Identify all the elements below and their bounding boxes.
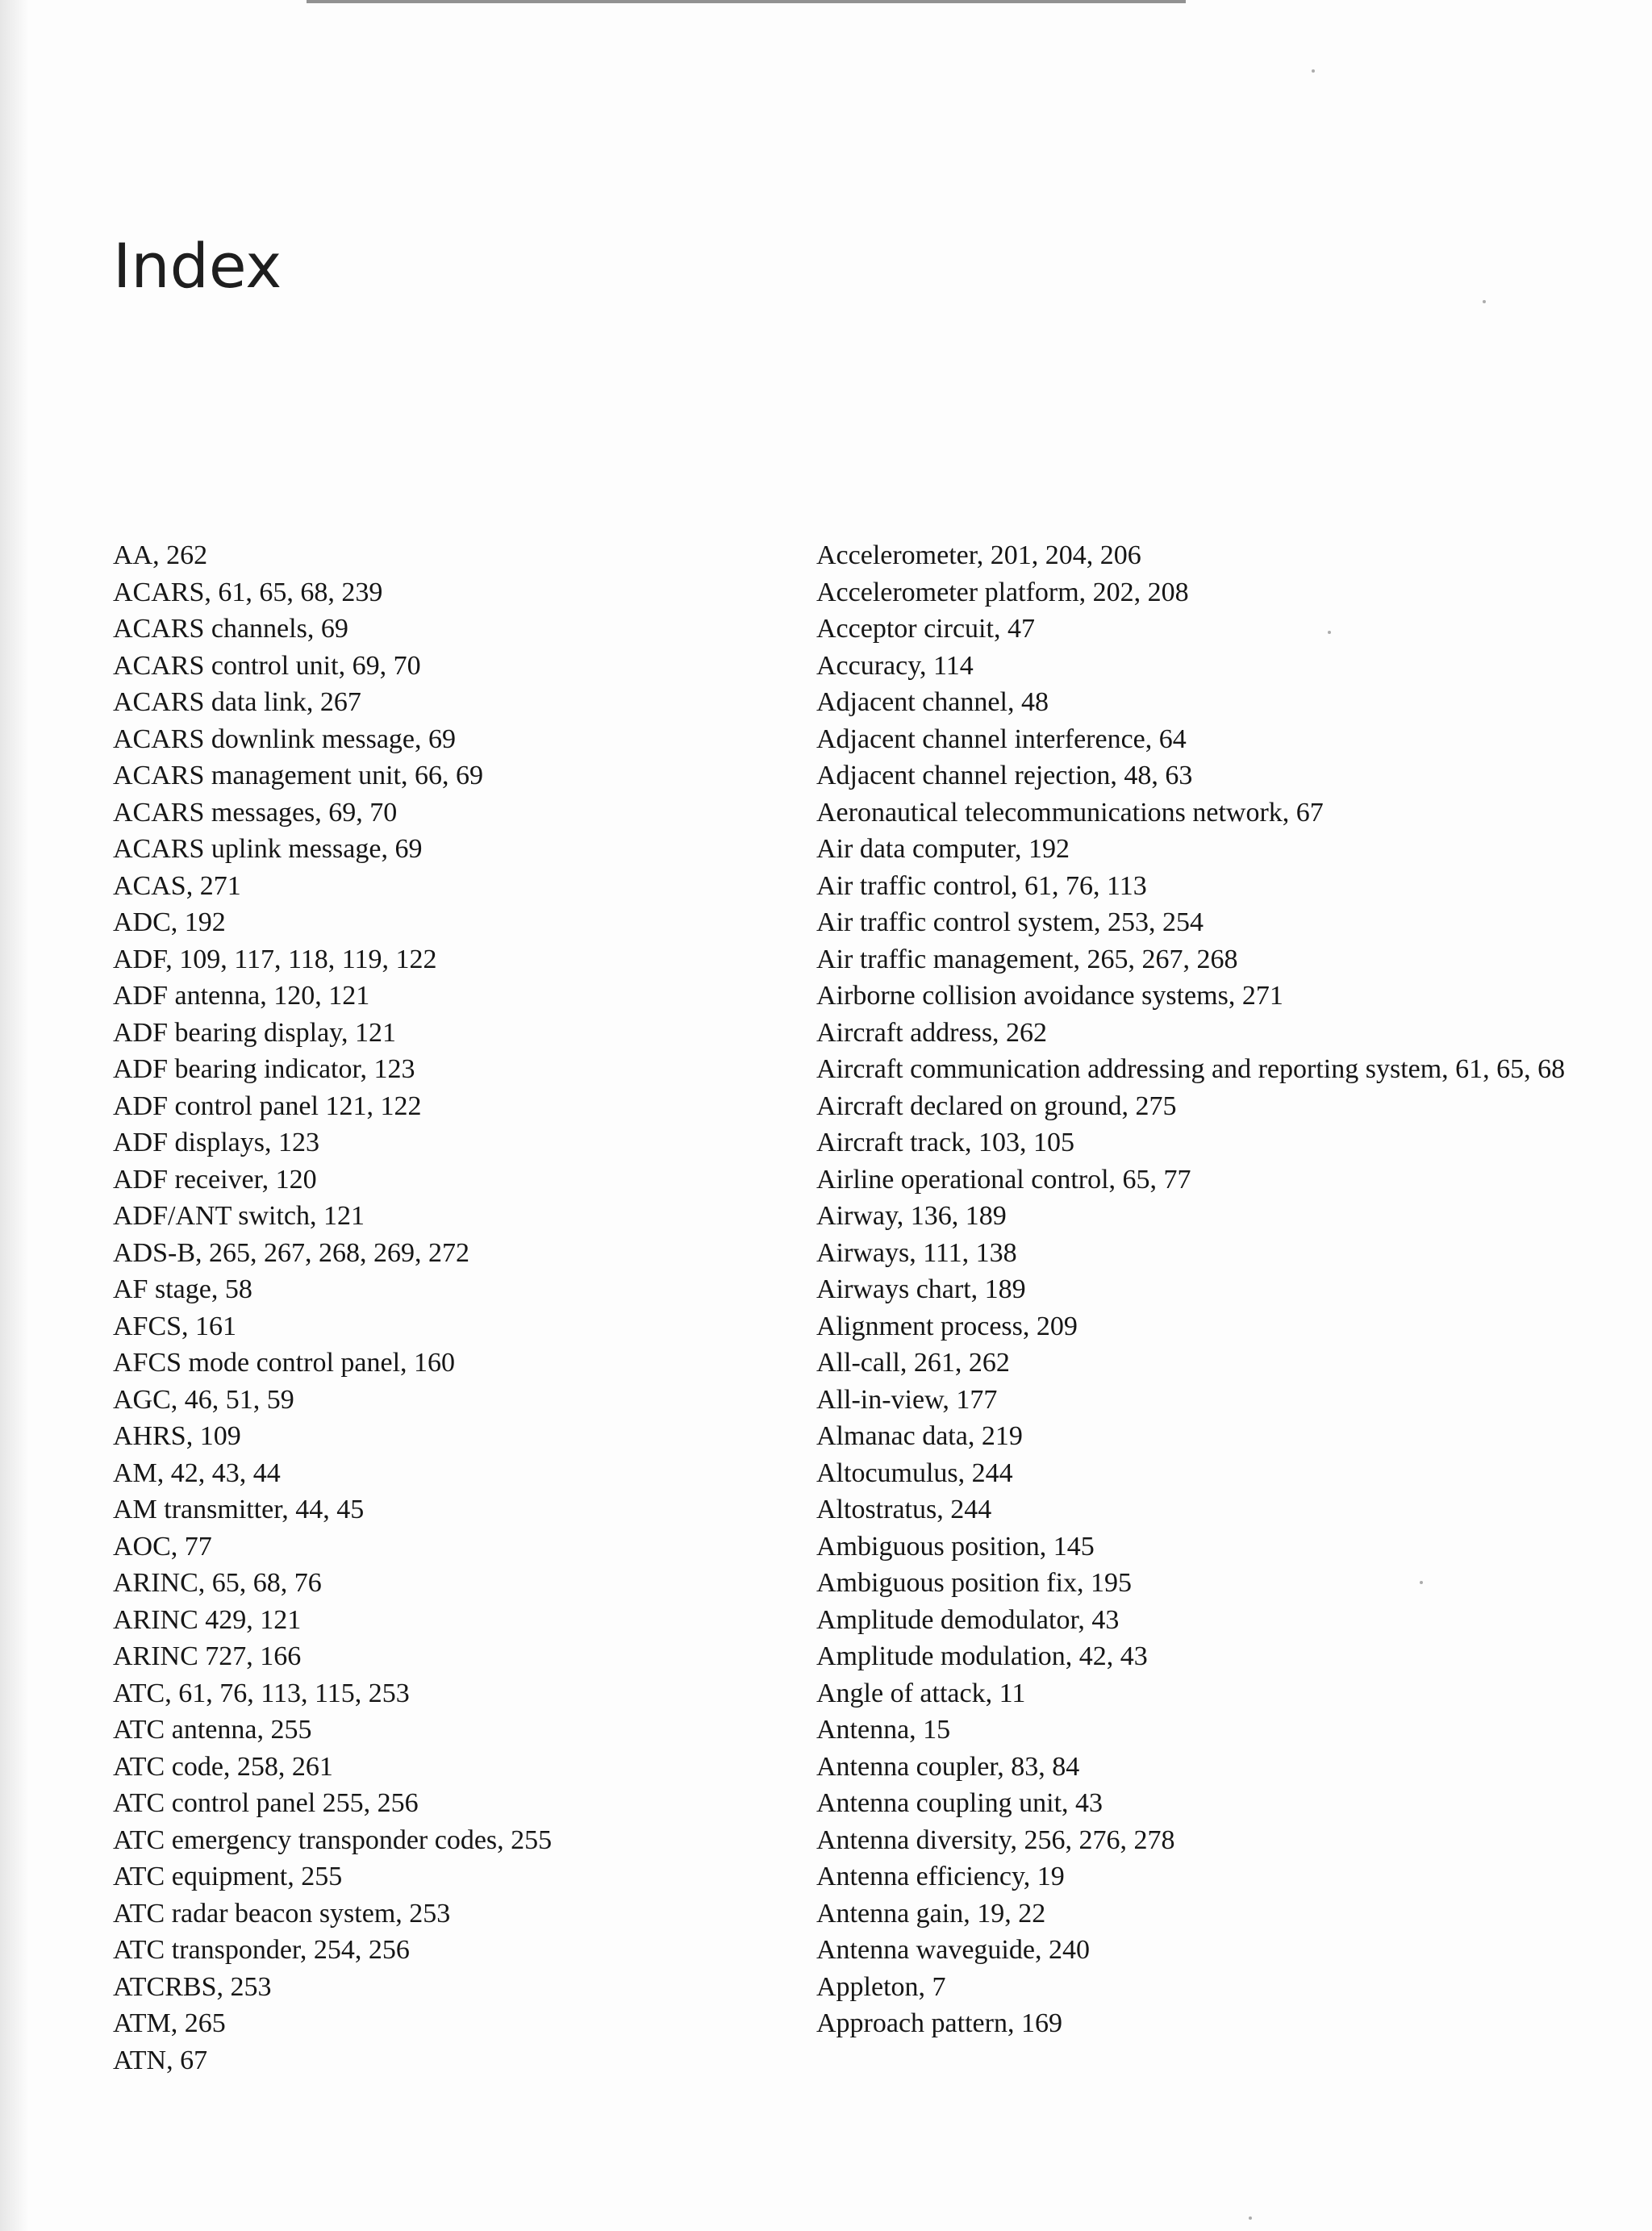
index-entry: Altostratus, 244	[816, 1495, 992, 1524]
index-entry: ACARS, 61, 65, 68, 239	[113, 577, 383, 607]
index-entry: ATC emergency transponder codes, 255	[113, 1824, 553, 1855]
index-entry: ATC transponder, 254, 256	[113, 1935, 410, 1965]
index-entry: AM, 42, 43, 44	[113, 1457, 281, 1488]
index-entry: ACARS data link, 267	[113, 687, 361, 717]
index-entry: AGC, 46, 51, 59	[113, 1384, 294, 1415]
index-entry: Amplitude modulation, 42, 43	[816, 1641, 1148, 1671]
index-entry: Accelerometer, 201, 204, 206	[816, 540, 1141, 570]
index-entry: Appleton, 7	[816, 1971, 946, 2002]
index-entry: Aircraft track, 103, 105	[816, 1128, 1075, 1157]
index-entry: ACARS channels, 69	[113, 614, 348, 644]
index-entry: ATC, 61, 76, 113, 115, 253	[113, 1678, 410, 1708]
index-entry: Amplitude demodulator, 43	[816, 1604, 1120, 1635]
index-entry: Alignment process, 209	[816, 1311, 1078, 1341]
index-entry: Aircraft communication addressing and reporting system, 61, 65, 68	[816, 1054, 1566, 1084]
index-entry: Aircraft address, 262	[816, 1017, 1048, 1048]
index-entry: Ambiguous position, 145	[816, 1531, 1095, 1562]
index-entry: ADF displays, 123	[113, 1128, 319, 1157]
index-entry: AFCS mode control panel, 160	[113, 1348, 456, 1378]
scan-speck	[1420, 1581, 1423, 1584]
index-entry: AA, 262	[113, 540, 208, 570]
index-entry: ADF bearing indicator, 123	[113, 1054, 415, 1084]
scan-speck	[1328, 631, 1331, 634]
scan-speck	[1249, 2216, 1252, 2220]
index-entry: AOC, 77	[113, 1531, 212, 1562]
index-entry: ARINC, 65, 68, 76	[113, 1568, 322, 1598]
index-entry: ATCRBS, 253	[113, 1971, 272, 2002]
index-entry: Air traffic control system, 253, 254	[816, 907, 1204, 937]
index-entry: ADF antenna, 120, 121	[113, 981, 370, 1011]
index-entry: ACARS uplink message, 69	[113, 834, 423, 864]
index-entry: ATC code, 258, 261	[113, 1751, 333, 1782]
index-entry: Antenna gain, 19, 22	[816, 1898, 1046, 1929]
index-entry: AFCS, 161	[113, 1311, 237, 1341]
index-entry: ATC equipment, 255	[113, 1862, 343, 1891]
index-entry: Airways, 111, 138	[816, 1237, 1017, 1268]
index-entry: ATC antenna, 255	[113, 1715, 312, 1745]
index-entry: Accelerometer platform, 202, 208	[816, 577, 1189, 607]
index-entry: ACARS downlink message, 69	[113, 724, 456, 754]
index-entry: Aircraft declared on ground, 275	[816, 1090, 1177, 1121]
index-entry: ATC radar beacon system, 253	[113, 1898, 451, 1929]
index-entry: ATM, 265	[113, 2008, 226, 2038]
index-entry: ADF bearing display, 121	[113, 1017, 396, 1048]
index-entry: Accuracy, 114	[816, 650, 974, 681]
index-entry: Air traffic control, 61, 76, 113	[816, 870, 1147, 901]
index-entry: ADF, 109, 117, 118, 119, 122	[113, 944, 437, 974]
index-entry: Approach pattern, 169	[816, 2008, 1062, 2038]
index-entry: Airway, 136, 189	[816, 1201, 1007, 1231]
index-entry: Adjacent channel interference, 64	[816, 724, 1187, 754]
index-entry: Air traffic management, 265, 267, 268	[816, 944, 1238, 974]
index-entry: ACARS management unit, 66, 69	[113, 761, 483, 790]
index-column-left	[113, 537, 807, 2079]
index-entry: Antenna efficiency, 19	[816, 1862, 1065, 1891]
index-entry: ARINC 429, 121	[113, 1604, 302, 1635]
index-entry: Airborne collision avoidance systems, 271	[816, 981, 1283, 1011]
index-heading: Index	[113, 230, 282, 302]
index-entry: ADF control panel 121, 122	[113, 1090, 422, 1121]
scan-speck	[1483, 300, 1486, 303]
index-entry: Angle of attack, 11	[816, 1678, 1026, 1708]
index-entry: ACARS control unit, 69, 70	[113, 650, 421, 681]
index-entry: AM transmitter, 44, 45	[113, 1495, 365, 1524]
index-entry: All-in-view, 177	[816, 1384, 998, 1415]
index-entry: ATC control panel 255, 256	[113, 1788, 419, 1818]
index-entry: Air data computer, 192	[816, 834, 1070, 864]
index-entry: Antenna diversity, 256, 276, 278	[816, 1824, 1175, 1855]
index-entry: Acceptor circuit, 47	[816, 614, 1035, 644]
index-column-right	[816, 537, 1623, 2042]
top-edge-rule	[307, 0, 1186, 3]
index-entry: Antenna coupler, 83, 84	[816, 1751, 1080, 1782]
index-entry: Airways chart, 189	[816, 1274, 1026, 1304]
index-entry: ACAS, 271	[113, 870, 241, 901]
index-entry: ADS-B, 265, 267, 268, 269, 272	[113, 1237, 470, 1268]
index-entry: Altocumulus, 244	[816, 1457, 1013, 1488]
index-entry: ACARS messages, 69, 70	[113, 797, 398, 828]
index-entry: All-call, 261, 262	[816, 1348, 1010, 1378]
index-entry: Adjacent channel, 48	[816, 687, 1049, 717]
binding-edge-shadow	[0, 0, 29, 2231]
index-entry: ARINC 727, 166	[113, 1641, 302, 1671]
index-entry: Antenna waveguide, 240	[816, 1935, 1090, 1965]
index-entry: Ambiguous position fix, 195	[816, 1568, 1133, 1598]
scan-speck	[1312, 69, 1315, 73]
index-entry: Airline operational control, 65, 77	[816, 1164, 1191, 1195]
index-entry: ADC, 192	[113, 907, 226, 937]
index-entry: AHRS, 109	[113, 1421, 241, 1451]
index-entry: ATN, 67	[113, 2045, 208, 2075]
index-entry: ADF receiver, 120	[113, 1164, 317, 1195]
index-entry: Aeronautical telecommunications network, 67	[816, 797, 1324, 828]
index-entry: Antenna coupling unit, 43	[816, 1788, 1103, 1818]
index-entry: Antenna, 15	[816, 1715, 951, 1745]
index-entry: Almanac data, 219	[816, 1421, 1023, 1451]
index-entry: ADF/ANT switch, 121	[113, 1201, 365, 1231]
index-entry: Adjacent channel rejection, 48, 63	[816, 761, 1193, 790]
index-entry: AF stage, 58	[113, 1274, 252, 1304]
